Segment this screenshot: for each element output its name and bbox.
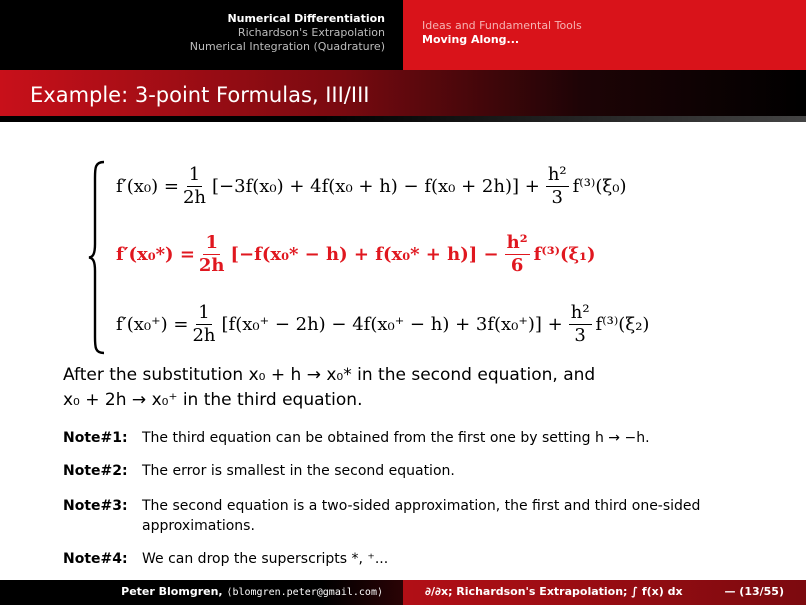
equation-system (88, 160, 728, 355)
paragraph-line-1: After the substitution x₀ + h → x₀* in the second equation, and (63, 365, 596, 385)
eq1-error-term: f⁽³⁾(ξ₀) (572, 176, 627, 197)
eq1-frac-den: 2h (182, 187, 207, 208)
footer-left (0, 580, 403, 605)
equation-centered (116, 232, 596, 277)
substitution-paragraph (63, 363, 595, 413)
author-email[interactable]: ⟨blomgren.peter@gmail.com⟩ (226, 587, 383, 598)
eq1-error-fraction (546, 164, 569, 209)
paragraph-line-2: x₀ + 2h → x₀⁺ in the third equation. (63, 390, 363, 410)
equation-backward (116, 302, 649, 347)
eq3-body: [f(x₀⁺ − 2h) − 4f(x₀⁺ − h) + 3f(x₀⁺)] + (221, 314, 563, 335)
nav-subsection-moving-along[interactable]: Moving Along... (422, 33, 520, 46)
eq1-err-den: 3 (551, 187, 563, 208)
note-3-text: The second equation is a two-sided approximation, the first and third one-sided approximations. (142, 498, 701, 534)
author-name: Peter Blomgren, (121, 585, 223, 598)
note-4-text: We can drop the superscripts *, ⁺... (142, 551, 389, 567)
eq3-error-term: f⁽³⁾(ξ₂) (595, 314, 650, 335)
footer-right (403, 580, 806, 605)
footer-page-number: — (13/55) (724, 585, 784, 598)
frame-title: Example: 3-point Formulas, III/III (30, 83, 370, 107)
subsection-nav (403, 0, 806, 70)
note-2-label: Note#2: (63, 463, 128, 479)
equation-forward (116, 164, 627, 209)
eq2-error-term: f⁽³⁾(ξ₁) (533, 244, 596, 265)
note-4-label: Note#4: (63, 551, 128, 567)
eq2-error-fraction (505, 232, 530, 277)
eq2-frac-num: 1 (205, 232, 218, 253)
eq1-err-num: h² (547, 164, 567, 185)
footer-short-title: ∂/∂x; Richardson's Extrapolation; ∫ f(x) dx (425, 585, 683, 598)
title-divider (0, 116, 806, 122)
eq2-err-num: h² (506, 232, 528, 253)
eq2-lhs: f′(x₀*) = (116, 244, 195, 265)
eq3-err-den: 3 (574, 325, 586, 346)
nav-subsection-ideas[interactable]: Ideas and Fundamental Tools (422, 19, 582, 32)
section-nav (0, 0, 403, 70)
footer-author (121, 585, 383, 598)
eq1-frac-num: 1 (188, 164, 201, 185)
eq3-err-num: h² (570, 302, 590, 323)
frame-title-bar (0, 70, 806, 122)
eq3-frac-num: 1 (198, 302, 210, 323)
note-2-text: The error is smallest in the second equation. (142, 463, 455, 479)
eq1-body: [−3f(x₀) + 4f(x₀ + h) − f(x₀ + 2h)] + (212, 176, 540, 197)
eq3-frac-den: 2h (192, 325, 216, 346)
eq2-body: [−f(x₀* − h) + f(x₀* + h)] − (230, 244, 499, 265)
slide-footer (0, 580, 806, 605)
eq3-lhs: f′(x₀⁺) = (116, 314, 189, 335)
eq1-lhs: f′(x₀) = (116, 176, 179, 197)
eq2-frac-den: 2h (198, 255, 225, 276)
eq2-err-den: 6 (510, 255, 524, 276)
note-1-text: The third equation can be obtained from the first one by setting h → −h. (142, 430, 650, 446)
note-3-label: Note#3: (63, 498, 128, 514)
nav-section-richardson[interactable]: Richardson's Extrapolation (237, 26, 385, 39)
nav-section-numerical-differentiation[interactable]: Numerical Differentiation (227, 12, 385, 25)
eq3-error-fraction (569, 302, 592, 347)
left-brace-icon (88, 160, 106, 355)
nav-section-integration[interactable]: Numerical Integration (Quadrature) (189, 40, 385, 53)
eq3-fraction (192, 302, 215, 347)
navigation-bar (0, 0, 806, 70)
note-1-label: Note#1: (63, 430, 128, 446)
eq2-fraction (199, 232, 225, 277)
eq1-fraction (183, 164, 206, 209)
